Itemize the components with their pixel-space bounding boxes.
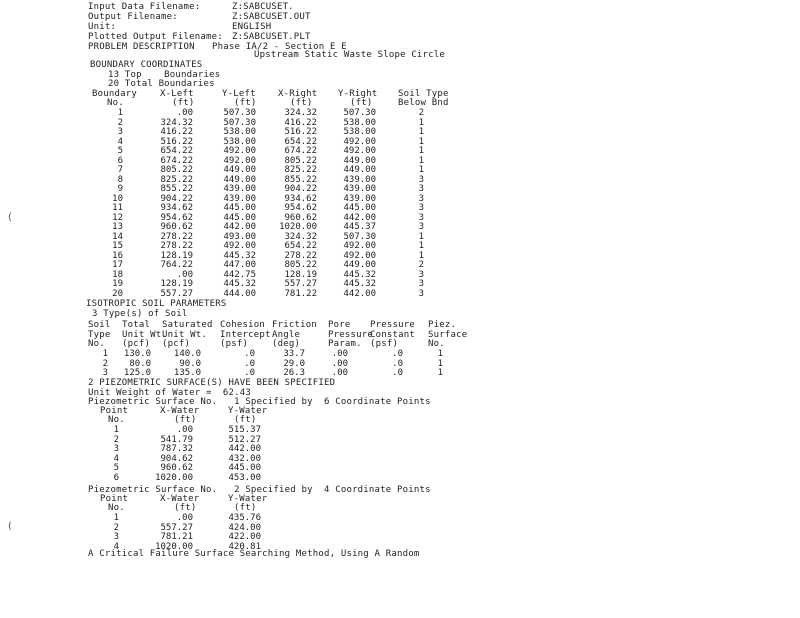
soil-column-header: Type: [88, 329, 111, 340]
boundary-cell: 445.32: [223, 250, 256, 261]
piezometric-cell: 435.76: [228, 513, 261, 523]
boundary-cell: 855.22: [160, 184, 193, 194]
footer-line: A Critical Failure Surface Searching Method, Using A Random: [88, 549, 420, 559]
boundary-cell: 507.30: [343, 108, 376, 118]
soil-column-header: Piez.: [428, 320, 457, 330]
piezometric-cell: 4: [113, 453, 119, 464]
piezometric-cell: 781.21: [160, 532, 193, 542]
boundary-cell: 449.00: [343, 165, 376, 175]
soil-cell: 2: [102, 358, 108, 369]
boundary-cell: 492.00: [343, 241, 376, 251]
soil-cell: 130.0: [123, 349, 151, 359]
boundary-cell: 1: [418, 117, 424, 128]
header-value: Upstream Static Waste Slope Circle: [254, 50, 446, 60]
boundary-column-header: (ft): [290, 98, 313, 108]
header-label: Input Data Filename:: [88, 2, 201, 12]
boundary-cell: 445.32: [343, 279, 376, 289]
piezometric-cell: 1020.00: [155, 472, 193, 483]
soil-cell: .00: [331, 358, 348, 369]
boundary-cell: 447.00: [223, 260, 256, 270]
boundary-cell: 516.22: [284, 127, 317, 137]
boundary-cell: 442.00: [223, 222, 256, 232]
boundary-cell: 16: [112, 250, 123, 261]
boundary-cell: 278.22: [284, 250, 317, 261]
boundary-cell: 7: [117, 165, 123, 175]
boundary-cell: 439.00: [343, 193, 376, 204]
piezometric-cell: 442.00: [228, 444, 261, 454]
boundary-cell: 954.62: [160, 212, 193, 223]
piezometric-column-header: (ft): [234, 415, 257, 425]
boundary-cell: 6: [117, 155, 123, 166]
piezometric-cell: 5: [113, 463, 119, 473]
soil-cell: 125.0: [123, 368, 151, 378]
header-label: Output Filename:: [88, 12, 178, 22]
boundary-cell: 3: [418, 212, 424, 223]
boundary-column-header: Soil Type: [398, 89, 449, 99]
soil-cell: 29.0: [283, 358, 305, 369]
piezometric-column-header: Y-Water: [228, 494, 268, 504]
boundary-cell: 538.00: [223, 127, 256, 137]
boundary-cell: 805.22: [160, 165, 193, 175]
boundary-cell: 3: [117, 127, 123, 137]
piezometric-cell: 422.00: [228, 532, 261, 542]
boundary-column-header: (ft): [172, 98, 195, 108]
soil-column-header: Unit Wt.: [122, 329, 167, 340]
boundary-cell: 442.75: [223, 269, 256, 280]
boundary-cell: 1: [418, 136, 424, 147]
boundary-cell: 1020.00: [279, 222, 317, 232]
piezometric-cell: 1: [113, 425, 119, 435]
soil-column-header: Pore: [328, 320, 351, 330]
boundary-cell: 492.00: [343, 146, 376, 156]
boundary-cell: 764.22: [160, 260, 193, 270]
piezometric-cell: .00: [176, 425, 193, 435]
soil-cell: .0: [244, 368, 255, 378]
boundary-cell: 557.27: [160, 288, 193, 299]
boundary-cell: 442.00: [343, 212, 376, 223]
boundary-cell: 516.22: [160, 136, 193, 147]
boundary-cell: 444.00: [223, 288, 256, 299]
water-unit-weight: Unit Weight of Water = 62.43: [88, 388, 251, 398]
boundary-cell: 11: [112, 203, 123, 213]
boundary-cell: 439.00: [343, 174, 376, 185]
boundary-cell: 2: [117, 117, 123, 128]
boundary-cell: 14: [112, 231, 123, 242]
boundary-cell: 1: [418, 250, 424, 261]
boundary-cell: 128.19: [160, 279, 193, 289]
piezometric-cell: .00: [176, 513, 193, 523]
boundary-cell: 3: [418, 193, 424, 204]
boundary-cell: 805.22: [284, 155, 317, 166]
boundary-count-total: 20 Total Boundaries: [108, 79, 215, 89]
boundary-cell: 654.22: [284, 136, 317, 147]
soil-column-header: Saturated: [162, 320, 213, 330]
boundary-cell: 3: [418, 174, 424, 185]
soil-cell: 3: [102, 368, 108, 378]
boundary-cell: 3: [418, 288, 424, 299]
boundary-cell: 674.22: [160, 155, 193, 166]
boundary-cell: 8: [117, 174, 123, 185]
piezometric-cell: 2: [113, 522, 119, 533]
boundary-cell: 1: [418, 231, 424, 242]
boundary-cell: 1: [418, 155, 424, 166]
soil-column-header: Surface: [428, 329, 468, 340]
boundary-cell: 3: [418, 269, 424, 280]
boundary-cell: 825.22: [160, 174, 193, 185]
boundary-cell: 1: [418, 165, 424, 175]
boundary-column-header: X-Right: [278, 89, 318, 99]
boundary-cell: 324.32: [160, 117, 193, 128]
piezometric-cell: 6: [113, 472, 119, 483]
boundary-cell: 445.32: [343, 269, 376, 280]
piezometric-column-header: No.: [108, 503, 125, 513]
soil-cell: 140.0: [173, 349, 201, 359]
soil-column-header: Param.: [328, 339, 362, 349]
piezometric-cell: 3: [113, 444, 119, 454]
boundary-cell: 9: [117, 184, 123, 194]
soil-cell: .0: [244, 358, 255, 369]
boundary-cell: 825.22: [284, 165, 317, 175]
boundary-cell: 439.00: [223, 193, 256, 204]
soil-cell: 1: [437, 358, 443, 369]
piezometric-cell: 445.00: [228, 463, 261, 473]
piezometric-column-header: Point: [100, 494, 129, 504]
header-label: Unit:: [88, 22, 117, 32]
boundary-cell: 492.00: [343, 250, 376, 261]
boundary-cell: 2: [418, 260, 424, 270]
piezometric-column-header: Y-Water: [228, 406, 268, 416]
piezometric-cell: 432.00: [228, 453, 261, 464]
piezometric-surface-title: Piezometric Surface No. 1 Specified by 6 Coordinate Points: [88, 397, 431, 407]
header-label: Plotted Output Filename:: [88, 32, 223, 42]
boundary-cell: 492.00: [223, 241, 256, 251]
piezometric-column-header: X-Water: [160, 406, 200, 416]
piezometric-cell: 1020.00: [155, 541, 193, 552]
soil-column-header: (pcf): [122, 339, 151, 349]
boundary-column-header: Y-Right: [338, 89, 378, 99]
boundary-column-header: (ft): [234, 98, 257, 108]
boundary-cell: 904.22: [160, 193, 193, 204]
piezometric-cell: 787.32: [160, 444, 193, 454]
boundary-cell: 324.32: [284, 108, 317, 118]
boundary-cell: 2: [418, 108, 424, 118]
boundary-cell: 18: [112, 269, 123, 280]
boundary-cell: 674.22: [284, 146, 317, 156]
soil-column-header: Constant: [370, 329, 415, 340]
boundary-cell: 439.00: [343, 184, 376, 194]
boundary-cell: 449.00: [343, 155, 376, 166]
boundary-cell: 3: [418, 203, 424, 213]
boundary-cell: 507.30: [223, 108, 256, 118]
boundary-cell: 507.30: [343, 231, 376, 242]
soil-column-header: (psf): [220, 339, 249, 349]
piezometric-cell: 557.27: [160, 522, 193, 533]
boundary-cell: 1: [418, 241, 424, 251]
soil-column-header: Intercept: [220, 329, 271, 340]
soil-cell: 135.0: [173, 368, 201, 378]
boundary-cell: 538.00: [343, 117, 376, 128]
boundary-cell: 904.22: [284, 184, 317, 194]
piezometric-column-header: (ft): [174, 415, 197, 425]
soil-column-header: Cohesion: [220, 320, 265, 330]
piezometric-cell: 424.00: [228, 522, 261, 533]
boundary-cell: 3: [418, 222, 424, 232]
piezometric-cell: 960.62: [160, 463, 193, 473]
boundary-cell: 17: [112, 260, 123, 270]
soil-column-header: Soil: [88, 320, 111, 330]
boundary-cell: 960.62: [284, 212, 317, 223]
boundary-cell: 1: [418, 127, 424, 137]
soil-column-header: Total: [122, 320, 151, 330]
boundary-cell: 19: [112, 279, 123, 289]
soil-column-header: No.: [88, 339, 105, 349]
boundary-cell: 445.37: [343, 222, 376, 232]
piezometric-cell: 4: [113, 541, 119, 552]
section-title: ISOTROPIC SOIL PARAMETERS: [86, 299, 227, 309]
piezometric-cell: 453.00: [228, 472, 261, 483]
boundary-cell: 278.22: [160, 241, 193, 251]
boundary-cell: 10: [112, 193, 123, 204]
soil-cell: .0: [244, 349, 255, 359]
header-value: Phase IA/2 - Section E E: [212, 42, 347, 52]
boundary-cell: 492.00: [343, 136, 376, 147]
piezometric-column-header: (ft): [174, 503, 197, 513]
soil-cell: 33.7: [283, 349, 305, 359]
boundary-cell: 1: [418, 146, 424, 156]
boundary-cell: 960.62: [160, 222, 193, 232]
piezometric-cell: 2: [113, 434, 119, 445]
boundary-cell: 507.30: [223, 117, 256, 128]
piezometric-column-header: Point: [100, 406, 129, 416]
boundary-cell: 445.00: [223, 203, 256, 213]
boundary-cell: 442.00: [343, 288, 376, 299]
soil-cell: .0: [392, 358, 403, 369]
boundary-column-header: (ft): [350, 98, 373, 108]
boundary-cell: 3: [418, 184, 424, 194]
boundary-cell: .00: [176, 269, 193, 280]
boundary-column-header: Y-Left: [222, 89, 256, 99]
boundary-cell: 538.00: [223, 136, 256, 147]
soil-column-header: Pressure: [328, 329, 373, 340]
soil-column-header: Angle: [272, 329, 301, 340]
soil-cell: 26.3: [283, 368, 305, 378]
boundary-cell: 445.32: [223, 279, 256, 289]
boundary-cell: .00: [176, 108, 193, 118]
piezometric-cell: 1: [113, 513, 119, 523]
boundary-cell: 416.22: [160, 127, 193, 137]
boundary-cell: 439.00: [223, 184, 256, 194]
section-title: 2 PIEZOMETRIC SURFACE(S) HAVE BEEN SPECIFIED: [88, 378, 336, 388]
boundary-cell: 4: [117, 136, 123, 147]
soil-cell: .0: [392, 368, 403, 378]
soil-cell: 1: [437, 349, 443, 359]
piezometric-column-header: (ft): [234, 503, 257, 513]
boundary-cell: 855.22: [284, 174, 317, 185]
boundary-cell: 781.22: [284, 288, 317, 299]
soil-cell: .0: [392, 349, 403, 359]
boundary-cell: 12: [112, 212, 123, 223]
soil-column-header: Unit Wt.: [162, 329, 207, 340]
boundary-cell: 449.00: [343, 260, 376, 270]
boundary-cell: 445.00: [343, 203, 376, 213]
boundary-cell: 493.00: [223, 231, 256, 242]
boundary-cell: 278.22: [160, 231, 193, 242]
soil-column-header: (psf): [370, 339, 399, 349]
boundary-cell: 449.00: [223, 165, 256, 175]
boundary-column-header: Boundary: [92, 89, 137, 99]
boundary-cell: 5: [117, 146, 123, 156]
boundary-cell: 445.00: [223, 212, 256, 223]
boundary-cell: 954.62: [284, 203, 317, 213]
scan-mark: (: [8, 212, 12, 223]
soil-column-header: (deg): [272, 339, 301, 349]
boundary-cell: 324.32: [284, 231, 317, 242]
soil-column-header: No.: [428, 339, 445, 349]
piezometric-cell: 541.79: [160, 434, 193, 445]
piezometric-column-header: No.: [108, 415, 125, 425]
boundary-cell: 449.00: [223, 174, 256, 185]
header-value: ENGLISH: [232, 22, 272, 32]
boundary-cell: 128.19: [160, 250, 193, 261]
boundary-cell: 416.22: [284, 117, 317, 128]
boundary-cell: 15: [112, 241, 123, 251]
piezometric-cell: 904.62: [160, 453, 193, 464]
soil-cell: 80.0: [129, 358, 151, 369]
boundary-cell: 654.22: [160, 146, 193, 156]
boundary-column-header: No.: [107, 98, 124, 108]
soil-cell: .00: [331, 349, 348, 359]
boundary-cell: 1: [117, 108, 123, 118]
piezometric-cell: 3: [113, 532, 119, 542]
boundary-cell: 805.22: [284, 260, 317, 270]
boundary-cell: 934.62: [284, 193, 317, 204]
boundary-count-top: 13 Top Boundaries: [108, 70, 221, 80]
boundary-column-header: X-Left: [160, 89, 194, 99]
boundary-cell: 538.00: [343, 127, 376, 137]
boundary-cell: 654.22: [284, 241, 317, 251]
piezometric-surface-title: Piezometric Surface No. 2 Specified by 4 Coordinate Points: [88, 485, 431, 495]
soil-cell: 1: [437, 368, 443, 378]
soil-column-header: Friction: [272, 320, 317, 330]
boundary-cell: 13: [112, 222, 123, 232]
boundary-cell: 492.00: [223, 155, 256, 166]
boundary-cell: 128.19: [284, 269, 317, 280]
boundary-cell: 557.27: [284, 279, 317, 289]
boundary-cell: 492.00: [223, 146, 256, 156]
soil-type-count: 3 Type(s) of Soil: [92, 309, 188, 319]
boundary-cell: 20: [112, 288, 123, 299]
boundary-column-header: Below Bnd: [398, 98, 449, 108]
boundary-cell: 3: [418, 279, 424, 289]
soil-column-header: (pcf): [162, 339, 191, 349]
header-value: Z:SABCUSET.OUT: [232, 12, 311, 22]
scan-mark: (: [8, 521, 12, 532]
piezometric-column-header: X-Water: [160, 494, 200, 504]
section-title: BOUNDARY COORDINATES: [90, 60, 203, 70]
piezometric-cell: 512.27: [228, 434, 261, 445]
header-value: Z:SABCUSET.: [232, 2, 294, 12]
header-value: Z:SABCUSET.PLT: [232, 32, 311, 42]
soil-cell: .00: [331, 368, 348, 378]
boundary-cell: 934.62: [160, 203, 193, 213]
soil-cell: 90.0: [179, 358, 201, 369]
header-label: PROBLEM DESCRIPTION: [88, 42, 195, 52]
soil-column-header: Pressure: [370, 320, 415, 330]
piezometric-cell: 515.37: [228, 425, 261, 435]
soil-cell: 1: [102, 349, 108, 359]
piezometric-cell: 420.81: [228, 541, 261, 552]
